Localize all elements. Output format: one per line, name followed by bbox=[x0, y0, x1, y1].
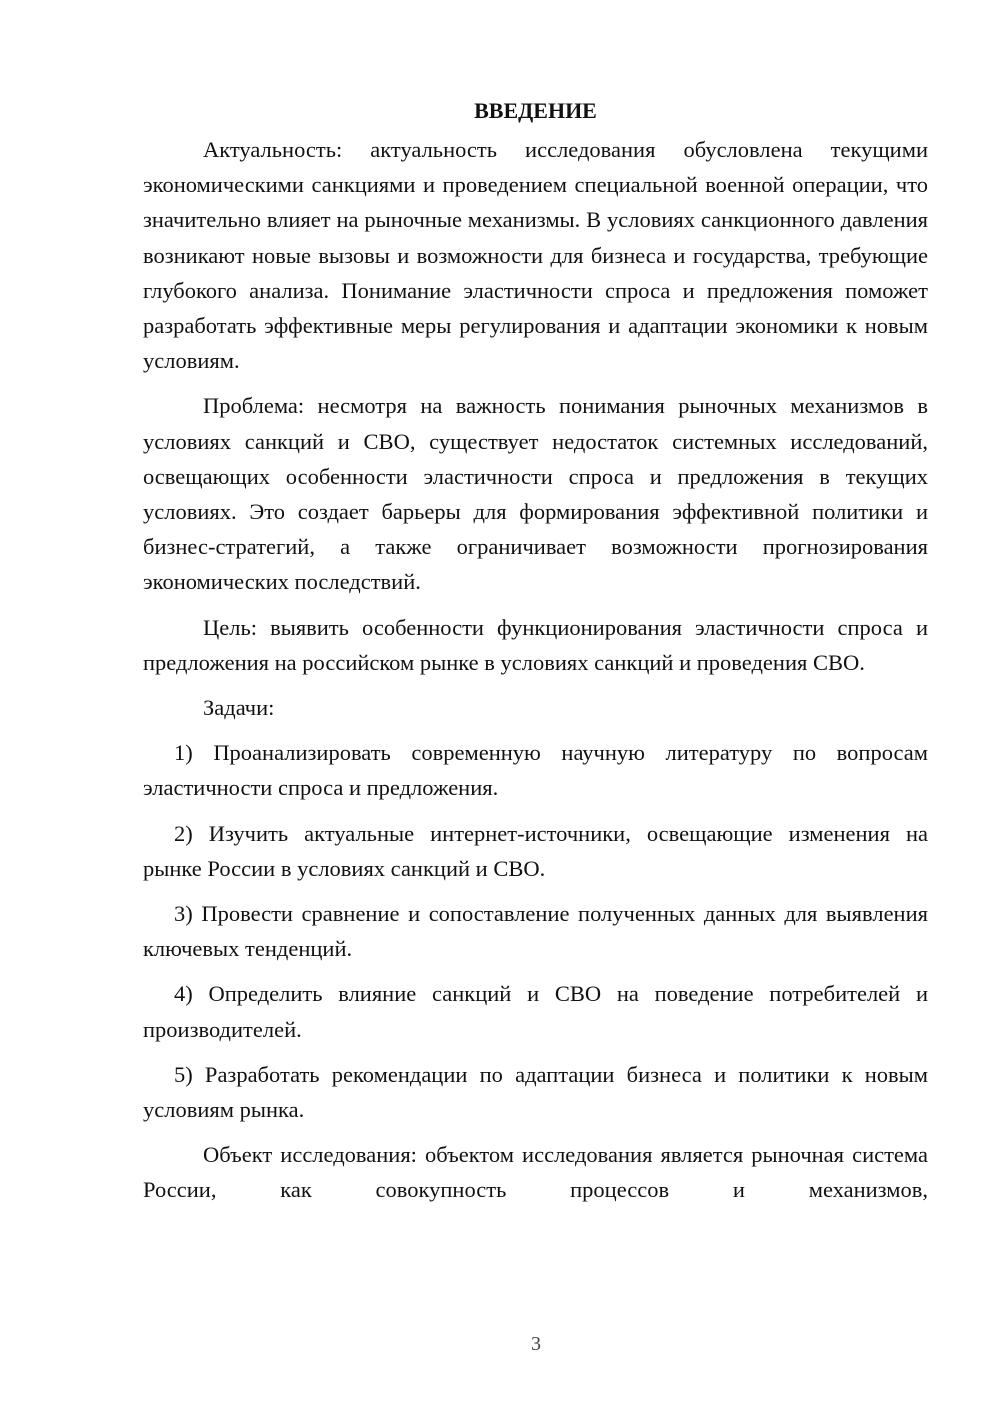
goal-paragraph: Цель: выявить особенности функционирования эластичности спроса и предложения на российском рынке в условиях санкций и проведения СВО. bbox=[143, 614, 928, 675]
problem-paragraph: Проблема: несмотря на важность понимания рыночных механизмов в условиях санкций и СВО, существует недостаток системных исследований, освещающих особенности эластичности спроса и предложения в текущих условиях. Это создает барьеры для формирования эффективной политики и бизнес-стратегий, а также ограничивает возможности прогнозирования экономических последствий. bbox=[143, 393, 928, 595]
task-item-2: 2) Изучить актуальные интернет-источники, освещающие изменения на рынке России в условиях санкций и СВО. bbox=[143, 820, 928, 881]
task-item-1: 1) Проанализировать современную научную литературу по вопросам эластичности спроса и предложения. bbox=[143, 740, 928, 801]
document-page bbox=[143, 96, 928, 1208]
relevance-paragraph: Актуальность: актуальность исследования обусловлена текущими экономическими санкциями и проведением специальной военной операции, что значительно влияет на рыночные механизмы. В условиях санкционного давления возникают новые вызовы и возможности для бизнеса и государства, требующие глубокого анализа. Понимание эластичности спроса и предложения поможет разработать эффективные меры регулирования и адаптации экономики к новым условиям. bbox=[143, 137, 928, 374]
object-paragraph: Объект исследования: объектом исследования является рыночная система России, как совокупность процессов и механизмов, bbox=[143, 1142, 928, 1203]
tasks-heading: Задачи: bbox=[203, 695, 275, 721]
section-title: ВВЕДЕНИЕ bbox=[474, 98, 597, 123]
page-number: 3 bbox=[531, 1333, 541, 1355]
task-item-4: 4) Определить влияние санкций и СВО на поведение потребителей и производителей. bbox=[143, 981, 928, 1042]
task-item-5: 5) Разработать рекомендации по адаптации бизнеса и политики к новым условиям рынка. bbox=[143, 1061, 928, 1123]
task-item-3: 3) Провести сравнение и сопоставление полученных данных для выявления ключевых тенденций. bbox=[143, 901, 928, 962]
